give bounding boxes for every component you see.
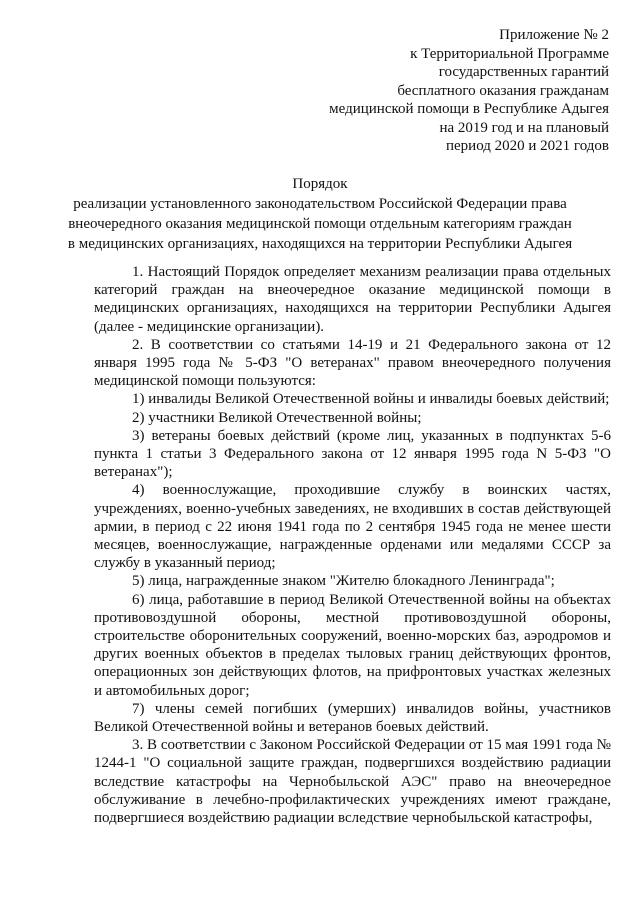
- paragraph-2: 2. В соответствии со статьями 14-19 и 21 Федерального закона от 12 января 1995 года № 5-ФЗ "О ветеранах" правом внеочередного получения медицинской помощи пользуются:: [94, 336, 611, 390]
- paragraph-3: 3. В соответствии с Законом Российской Федерации от 15 мая 1991 года № 1244-1 "О социальной защите граждан, подвергшихся воздействию радиации вследствие катастрофы на Чернобыльской АЭС" право на внеочередное обслуживание в лечебно-профилактических учреждениях имеют граждане, подвергшиеся воздействию радиации вследствие чернобыльской катастрофы,: [94, 737, 611, 827]
- annex-line: период 2020 и 2021 годов: [445, 138, 609, 154]
- annex-line: Приложение № 2: [499, 27, 609, 43]
- list-item-5: 5) лица, награжденные знаком "Жителю блокадного Ленинграда";: [132, 573, 555, 590]
- paragraph-1: 1. Настоящий Порядок определяет механизм реализации права отдельных категорий граждан на внеочередное оказание медицинской помощи в медицинских организациях, находящихся на территории Республики Адыгея (далее - медицинские организации).: [94, 264, 611, 335]
- title-subtitle-line: в медицинских организациях, находящихся на территории Республики Адыгея: [67, 236, 573, 252]
- list-item-7: 7) члены семей погибших (умерших) инвалидов войны, участников Великой Отечественной войны и ветеранов боевых действий.: [94, 700, 611, 736]
- annex-line: государственных гарантий: [438, 64, 609, 80]
- title-subtitle-line: внеочередного оказания медицинской помощи отдельным категориям граждан: [68, 216, 572, 232]
- list-item-3: 3) ветераны боевых действий (кроме лиц, указанных в подпунктах 5-6 пункта 1 статьи 3 Федерального закона от 12 января 1995 года N 5-ФЗ "О ветеранах");: [94, 427, 611, 481]
- title-heading: Порядок: [292, 176, 348, 192]
- list-item-4: 4) военнослужащие, проходившие службу в воинских частях, учреждениях, военно-учебных заведениях, не входивших в состав действующей армии, в период с 22 июня 1941 года по 2 сентября 1945 года не менее шести месяцев, военнослужащие, награжденные орденами или медалями СССР за службу в указанный период;: [94, 482, 611, 572]
- list-item-1: 1) инвалиды Великой Отечественной войны и инвалиды боевых действий;: [132, 391, 610, 408]
- annex-line: медицинской помощи в Республике Адыгея: [329, 101, 609, 117]
- list-item-6: 6) лица, работавшие в период Великой Отечественной войны на объектах противовоздушной обороны, местной противовоздушной обороны, строительстве оборонительных сооружений, военно-морских баз, аэродромов и других военных объектов в пределах тыловых границ действующих фронтов, операционных зон действующих флотов, на прифронтовых участках железных и автомобильных дорог;: [94, 591, 611, 699]
- annex-line: бесплатного оказания гражданам: [397, 82, 609, 99]
- annex-line: на 2019 год и на плановый: [439, 119, 609, 136]
- document-body: [94, 263, 611, 827]
- document-title: [0, 174, 640, 254]
- list-item-2: 2) участники Великой Отечественной войны;: [132, 409, 422, 426]
- title-subtitle-line: реализации установленного законодательством Российской Федерации права: [73, 196, 567, 212]
- annex-header: [329, 26, 609, 156]
- annex-line: к Территориальной Программе: [410, 45, 609, 62]
